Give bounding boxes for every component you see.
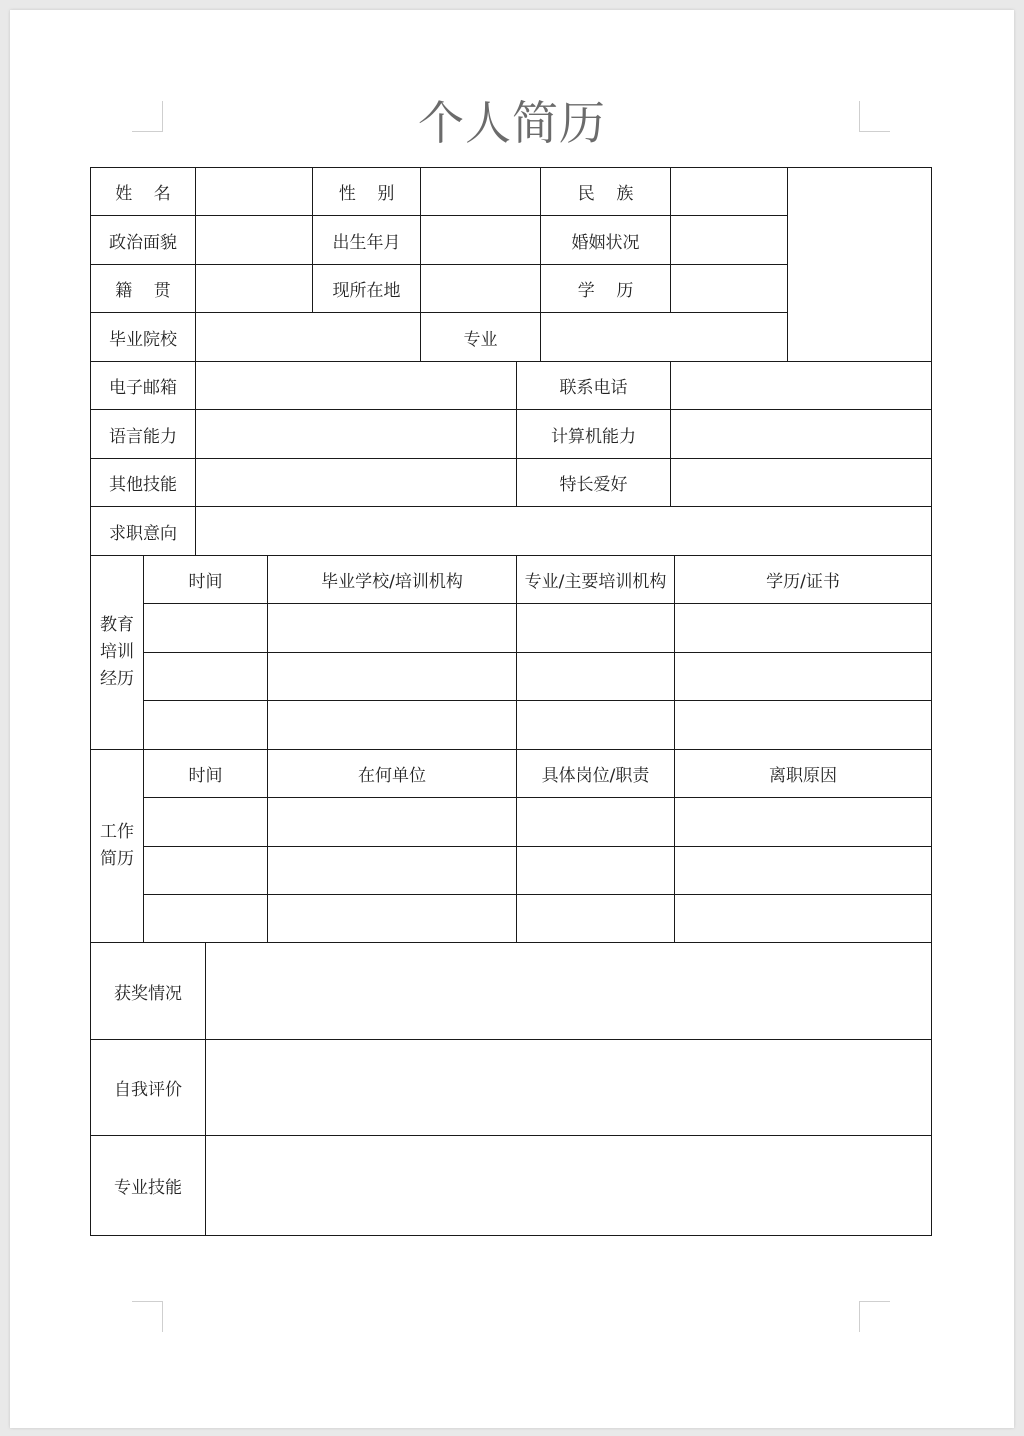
- birth-date-field[interactable]: [421, 216, 541, 265]
- phone-label: 联系电话: [517, 362, 671, 410]
- education-row: [91, 701, 932, 750]
- work-leave-reason-cell[interactable]: [675, 895, 932, 943]
- education-school-cell[interactable]: [268, 701, 517, 750]
- education-certificate-cell[interactable]: [675, 653, 932, 701]
- political-status-field[interactable]: [196, 216, 313, 265]
- education-time-cell[interactable]: [144, 701, 268, 750]
- other-skills-field[interactable]: [196, 459, 517, 507]
- work-label-line-2: 简历: [100, 849, 134, 869]
- work-position-cell[interactable]: [517, 895, 675, 943]
- margin-corner-bottom-right: [859, 1301, 890, 1332]
- education-major-cell[interactable]: [517, 701, 675, 750]
- education-header-school: 毕业学校/培训机构: [268, 556, 517, 604]
- marital-status-label: 婚姻状况: [541, 216, 671, 265]
- work-employer-cell[interactable]: [268, 847, 517, 895]
- degree-field[interactable]: [671, 265, 788, 313]
- margin-corner-bottom-left: [132, 1301, 163, 1332]
- education-label-line-1: 教育: [100, 615, 134, 635]
- work-leave-reason-cell[interactable]: [675, 847, 932, 895]
- work-employer-cell[interactable]: [268, 798, 517, 847]
- education-school-cell[interactable]: [268, 604, 517, 653]
- work-row: [91, 847, 932, 895]
- gender-field[interactable]: [421, 168, 541, 216]
- work-time-cell[interactable]: [144, 847, 268, 895]
- job-intent-label: 求职意向: [91, 507, 196, 556]
- work-leave-reason-cell[interactable]: [675, 798, 932, 847]
- education-header-certificate: 学历/证书: [675, 556, 932, 604]
- work-employer-cell[interactable]: [268, 895, 517, 943]
- photo-box[interactable]: [788, 168, 932, 362]
- education-row: [91, 653, 932, 701]
- education-certificate-cell[interactable]: [675, 604, 932, 653]
- work-section-label: [91, 750, 144, 943]
- professional-skills-label: 专业技能: [91, 1136, 206, 1236]
- education-label-line-2: 培训: [100, 642, 134, 662]
- work-header-leave-reason: 离职原因: [675, 750, 932, 798]
- work-time-cell[interactable]: [144, 798, 268, 847]
- name-label: 姓 名: [91, 168, 196, 216]
- work-header-time: 时间: [144, 750, 268, 798]
- current-location-label: 现所在地: [313, 265, 421, 313]
- awards-label: 获奖情况: [91, 943, 206, 1040]
- computer-ability-field[interactable]: [671, 410, 932, 459]
- education-certificate-cell[interactable]: [675, 701, 932, 750]
- education-school-cell[interactable]: [268, 653, 517, 701]
- work-header-position: 具体岗位/职责: [517, 750, 675, 798]
- education-major-cell[interactable]: [517, 653, 675, 701]
- resume-table: [90, 167, 932, 1236]
- school-label: 毕业院校: [91, 313, 196, 362]
- professional-skills-field[interactable]: [206, 1136, 932, 1236]
- work-header-employer: 在何单位: [268, 750, 517, 798]
- birth-date-label: 出生年月: [313, 216, 421, 265]
- language-ability-label: 语言能力: [91, 410, 196, 459]
- degree-label: 学 历: [541, 265, 671, 313]
- native-place-field[interactable]: [196, 265, 313, 313]
- work-row: [91, 798, 932, 847]
- marital-status-field[interactable]: [671, 216, 788, 265]
- language-ability-field[interactable]: [196, 410, 517, 459]
- work-row: [91, 895, 932, 943]
- job-intent-field[interactable]: [196, 507, 932, 556]
- work-time-cell[interactable]: [144, 895, 268, 943]
- ethnicity-field[interactable]: [671, 168, 788, 216]
- education-section-label: [91, 556, 144, 750]
- education-header-major: 专业/主要培训机构: [517, 556, 675, 604]
- major-field[interactable]: [541, 313, 788, 362]
- ethnicity-label: 民 族: [541, 168, 671, 216]
- computer-ability-label: 计算机能力: [517, 410, 671, 459]
- political-status-label: 政治面貌: [91, 216, 196, 265]
- work-position-cell[interactable]: [517, 798, 675, 847]
- education-time-cell[interactable]: [144, 604, 268, 653]
- education-major-cell[interactable]: [517, 604, 675, 653]
- education-label-line-3: 经历: [100, 669, 134, 689]
- major-label: 专业: [421, 313, 541, 362]
- education-time-cell[interactable]: [144, 653, 268, 701]
- email-label: 电子邮箱: [91, 362, 196, 410]
- school-field[interactable]: [196, 313, 421, 362]
- self-evaluation-field[interactable]: [206, 1040, 932, 1136]
- self-evaluation-label: 自我评价: [91, 1040, 206, 1136]
- other-skills-label: 其他技能: [91, 459, 196, 507]
- hobbies-field[interactable]: [671, 459, 932, 507]
- work-label-line-1: 工作: [100, 822, 134, 842]
- current-location-field[interactable]: [421, 265, 541, 313]
- hobbies-label: 特长爱好: [517, 459, 671, 507]
- name-field[interactable]: [196, 168, 313, 216]
- document-title: 个人简历: [418, 96, 606, 150]
- education-row: [91, 604, 932, 653]
- email-field[interactable]: [196, 362, 517, 410]
- awards-field[interactable]: [206, 943, 932, 1040]
- education-header-time: 时间: [144, 556, 268, 604]
- work-position-cell[interactable]: [517, 847, 675, 895]
- phone-field[interactable]: [671, 362, 932, 410]
- gender-label: 性 别: [313, 168, 421, 216]
- native-place-label: 籍 贯: [91, 265, 196, 313]
- document-page: [10, 10, 1014, 1428]
